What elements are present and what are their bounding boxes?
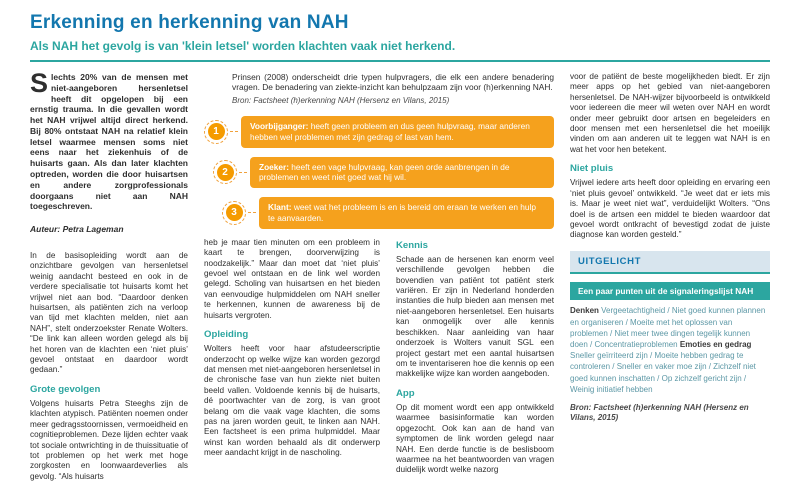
section-heading-opleiding: Opleiding bbox=[204, 328, 249, 340]
paragraph-app-continuation: voor de patiënt de beste mogelijkheden biedt. Er zijn meer apps op het gebied van niet-aangeboren hersenletsel. De NAH-wijzer bijvoorbeeld is ontwikkeld voor iedereen die meer wil weten over NAH en wordt onder meer gebruikt door artsen en begeleiders en door mensen met een hersenletsel die het moeilijk vinden om aan anderen uit te leggen wat NAH is en wat het voor hen betekent. bbox=[570, 72, 770, 154]
highlight-source: Bron: Factsheet (h)erkenning NAH (Hersenz en Vilans, 2015) bbox=[570, 402, 749, 423]
column-2 bbox=[204, 238, 380, 490]
type-item-zoeker bbox=[213, 157, 554, 189]
type-box bbox=[250, 157, 554, 189]
intro-text: lechts 20% van de mensen met niet-aangeboren hersenletsel heeft dit opgelopen bij een ernstig trauma. In die gevallen wordt het NAH vrijwel altijd direct herkend. Bij 80% ontstaat NAH na relatief klein letsel waarmee mensen soms niet eens naar het ziekenhuis of de huisarts gaan. Als dan later klachten optreden, worden die door huisartsen en andere zorgprofessionals doorgaans niet aan NAH toegeschreven. bbox=[30, 72, 188, 212]
paragraph-grote-gevolgen: Volgens huisarts Petra Steeghs zijn de klachten atypisch. Patiënten noemen onder meer gedragsstoornissen, vermoeidheid en cognitieproblemen. Deze lijden echter vaak tot sociale ontwrichting in de thuissituatie of tot problemen op het werk met hoge zorgkosten en loonwaardeverlies als gevolg. “Als huisarts bbox=[30, 398, 188, 481]
dashed-connector bbox=[239, 172, 247, 173]
column-1 bbox=[30, 72, 188, 490]
number-1-badge: 1 bbox=[208, 123, 225, 140]
dashed-connector bbox=[230, 131, 238, 132]
help-seeker-types-panel bbox=[204, 72, 554, 238]
page-title: Erkenning en herkenning van NAH bbox=[30, 12, 349, 33]
section-heading-app: App bbox=[396, 387, 415, 399]
page-subtitle: Als NAH het gevolg is van 'klein letsel' worden klachten vaak niet herkend. bbox=[30, 39, 456, 53]
paragraph-continuation: heb je maar tien minuten om een probleem in kaart te brengen, doorverwijzing is noodzakelijk.” Maar dan moet dat ‘niet pluis’ gevoel wel ontstaan en de link wel worden gelegd. Scholing van huisartsen en het bieden van eenvoudige hulpmiddelen om NAH sneller te herkennen, kunnen de awareness bij de huisarts vergroten. bbox=[204, 237, 380, 320]
signal-items-denken: Vergeetachtigheid / Niet goed kunnen plannen en organiseren / Moeite met het oplossen van problemen / Niet meer twee dingen tegelijk kunnen doen / Concentratieproblemen bbox=[570, 306, 766, 350]
type-text: heeft een vage hulpvraag, kan geen orde aanbrengen in de problemen en weet niet goed wat hij wil. bbox=[259, 161, 510, 183]
article-columns bbox=[30, 72, 770, 490]
intro-paragraph bbox=[30, 72, 188, 212]
dashed-connector bbox=[248, 212, 256, 213]
highlight-title-bar: Een paar punten uit de signaleringslijst NAH bbox=[570, 282, 770, 301]
signal-category-emoties-gedrag: Emoties en gedrag bbox=[679, 340, 752, 350]
paragraph-niet-pluis: Vrijwel iedere arts heeft door opleiding en ervaring een ‘niet pluis gevoel’ ontwikkeld. “Je weet dat er iets mis is. Maar je weet niet wat”, verduidelijkt Wolters. “Ons doel is de artsen een middel te bieden waardoor dat gevoel wordt ontkracht of bevestigd zodat de juiste diagnose kan worden gesteld.” bbox=[570, 178, 770, 240]
column-4 bbox=[570, 72, 770, 490]
number-badge-ring bbox=[222, 201, 246, 225]
paragraph-kennis: Schade aan de hersenen kan enorm veel verschillende gevolgen hebben die bovendien van patiënt tot patiënt sterk variëren. Er zijn in Nederland honderden instanties die hulp bieden aan mensen met niet-aangeboren hersenletsel. Een huisarts kan onmogelijk over alle kennis beschikken. Naar aanleiding van haar onderzoek is Wolters vanuit SGL een project gestart met een aantal huisartsen om te inventariseren hoe die kennis op een makkelijke wijze kan worden aangeboden. bbox=[396, 254, 554, 379]
header bbox=[30, 12, 770, 62]
paragraph-app: Op dit moment wordt een app ontwikkeld waarmee basisinformatie kan worden opgezocht. Ook kan aan de hand van symptomen de link worden gelegd naar NAH. Een derde functie is de beslisboom waarmee na het beantwoorden van vragen duidelijk wordt welke nazorg bbox=[396, 402, 554, 475]
number-3-badge: 3 bbox=[226, 204, 243, 221]
highlight-box bbox=[570, 251, 770, 423]
paragraph-opleiding: Wolters heeft voor haar afstudeerscriptie onderzocht op welke wijze kan worden gezorgd dat mensen met niet-aangeboren hersenletsel in de chronische fase van hun ziekte niet buiten beeld vallen. Voldoende kennis bij de huisarts, dé poortwachter van de zorg, is van groot belang om die vaak vage klachten, die soms pas na jaren worden geuit, te linken aan NAH. Een factsheet is een prima hulpmiddel. Maar winst kan worden behaald als dit onderwerp meer aandacht krijgt in de nascholing. bbox=[204, 344, 380, 458]
column-3 bbox=[396, 238, 554, 490]
header-divider bbox=[30, 60, 770, 62]
dropcap: S bbox=[30, 72, 49, 98]
number-badge-ring bbox=[213, 160, 237, 184]
section-heading-kennis: Kennis bbox=[396, 239, 428, 251]
type-item-voorbijganger bbox=[204, 116, 554, 148]
types-source: Bron: Factsheet (h)erkenning NAH (Hersenz en Vilans, 2015) bbox=[232, 96, 450, 105]
highlight-signal-list bbox=[570, 305, 770, 395]
number-badge-ring bbox=[204, 120, 228, 144]
highlight-label: UITGELICHT bbox=[570, 251, 770, 274]
section-heading-grote-gevolgen: Grote gevolgen bbox=[30, 383, 101, 395]
type-item-klant bbox=[222, 197, 554, 229]
signal-category-denken: Denken bbox=[570, 306, 599, 316]
type-text: weet wat het probleem is en is bereid om eraan te werken en hulp te aanvaarden. bbox=[268, 202, 536, 223]
number-2-badge: 2 bbox=[217, 164, 234, 181]
paragraph-basisopleiding: In de basisopleiding wordt aan de onzichtbare gevolgen van hersenletsel weinig aandacht besteed en ook in de verdere specialisatie tot huisarts komt het vrijwel niet aan bod. “Daardoor denken huisartsen, als patiënten zich na verloop van tijd met klachten melden, niet aan NAH”, stelt onderzoekster Renate Wolters. “De link kan alleen worden gelegd als bij het horen van de klachten een ‘niet pluis’ gevoel ontstaat en daardoor wordt gedaan.” bbox=[30, 250, 188, 375]
type-box bbox=[241, 116, 554, 148]
signal-items-emoties-gedrag: Sneller geïrriteerd zijn / Moeite hebben gedrag te controleren / Sneller en vaker moe zijn / Zichzelf niet goed kunnen inschatten / Op zichzelf gericht zijn / Weinig initiatief hebben bbox=[570, 351, 756, 394]
section-heading-niet-pluis: Niet pluis bbox=[570, 163, 614, 175]
types-intro: Prinsen (2008) onderscheidt drie typen hulpvragers, die elk een andere benadering vragen. De benadering van ziekte-inzicht kan behulpzaam zijn voor (h)erkenning NAH. bbox=[232, 72, 554, 92]
type-text: heeft geen probleem en dus geen hulpvraag, maar anderen hebben wel problemen met zijn gedrag of last van hem. bbox=[250, 121, 530, 142]
type-label: Zoeker: bbox=[259, 161, 289, 172]
type-label: Klant: bbox=[268, 202, 292, 213]
author-line: Auteur: Petra Lageman bbox=[30, 224, 124, 235]
type-label: Voorbijganger: bbox=[250, 121, 309, 131]
type-box bbox=[259, 197, 554, 229]
